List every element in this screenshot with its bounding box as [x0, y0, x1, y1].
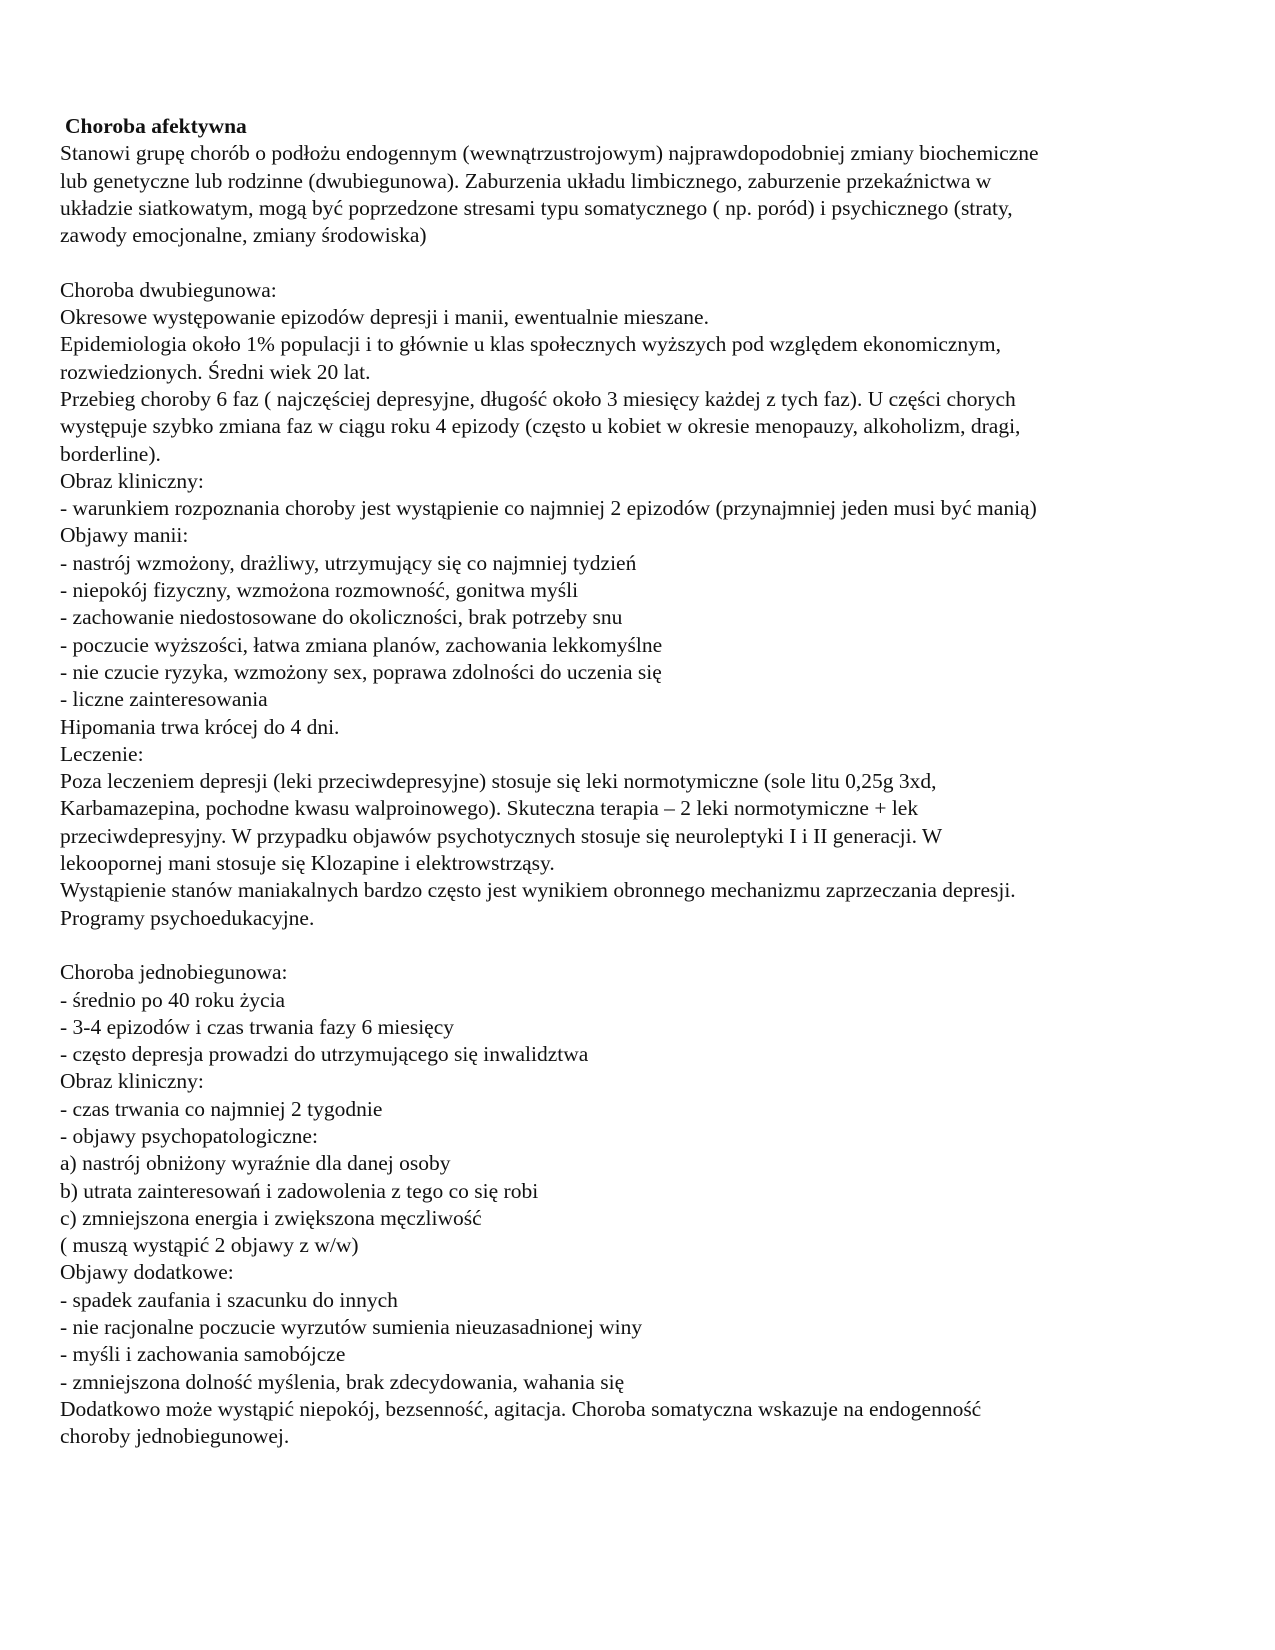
list-item: - nie czucie ryzyka, wzmożony sex, poprawa zdolności do uczenia się [60, 659, 662, 684]
text-line: Stanowi grupę chorób o podłożu endogennym (wewnątrzustrojowym) najprawdopodobniej zmiany biochemiczne [60, 141, 1039, 166]
document-title: Choroba afektywna [65, 114, 247, 138]
list-item: - zmniejszona dolność myślenia, brak zdecydowania, wahania się [60, 1369, 625, 1394]
list-item: - często depresja prowadzi do utrzymującego się inwalidztwa [60, 1042, 589, 1067]
text-line: lub genetyczne lub rodzinne (dwubiegunowa). Zaburzenia układu limbicznego, zaburzenie przekaźnictwa w [60, 168, 992, 193]
text-line: borderline). [60, 441, 161, 466]
list-item: - spadek zaufania i szacunku do innych [60, 1287, 398, 1312]
text-line: przeciwdepresyjny. W przypadku objawów psychotycznych stosuje się neuroleptyki I i II generacji. W [60, 823, 943, 848]
list-item: - warunkiem rozpoznania choroby jest wystąpienie co najmniej 2 epizodów (przynajmniej jeden musi być manią) [60, 496, 1037, 521]
list-item: c) zmniejszona energia i zwiększona męczliwość [60, 1205, 482, 1230]
list-item: - myśli i zachowania samobójcze [60, 1342, 346, 1367]
list-item: - nastrój wzmożony, drażliwy, utrzymujący się co najmniej tydzień [60, 550, 637, 575]
text-line: rozwiedzionych. Średni wiek 20 lat. [60, 359, 371, 384]
list-item: b) utrata zainteresowań i zadowolenia z tego co się robi [60, 1178, 539, 1203]
intro-paragraph [60, 140, 1220, 249]
text-line: Epidemiologia około 1% populacji i to głównie u klas społecznych wyższych pod względem ekonomicznym, [60, 332, 1002, 357]
list-item: - niepokój fizyczny, wzmożona rozmowność, gonitwa myśli [60, 578, 579, 603]
subheading: Obraz kliniczny: [60, 468, 204, 493]
text-line: Hipomania trwa krócej do 4 dni. [60, 714, 340, 739]
text-line: zawody emocjonalne, zmiany środowiska) [60, 223, 427, 248]
list-item: a) nastrój obniżony wyraźnie dla danej osoby [60, 1151, 451, 1176]
text-line: Okresowe występowanie epizodów depresji i manii, ewentualnie mieszane. [60, 305, 709, 330]
list-item: - zachowanie niedostosowane do okoliczności, brak potrzeby snu [60, 605, 623, 630]
document-page [60, 113, 1220, 1451]
blank-line [60, 932, 1220, 959]
section-heading: Choroba jednobiegunowa: [60, 960, 288, 985]
list-item: - liczne zainteresowania [60, 687, 268, 712]
list-item: - średnio po 40 roku życia [60, 987, 286, 1012]
list-item: - poczucie wyższości, łatwa zmiana planów, zachowania lekkomyślne [60, 632, 663, 657]
subheading: Obraz kliniczny: [60, 1069, 204, 1094]
text-line: układzie siatkowatym, mogą być poprzedzone stresami typu somatycznego ( np. poród) i psychicznego (straty, [60, 195, 1013, 220]
list-item: - czas trwania co najmniej 2 tygodnie [60, 1096, 383, 1121]
section-heading: Choroba dwubiegunowa: [60, 277, 277, 302]
text-line: lekoopornej mani stosuje się Klozapine i elektrowstrząsy. [60, 851, 555, 876]
text-line: Poza leczeniem depresji (leki przeciwdepresyjne) stosuje się leki normotymiczne (sole litu 0,25g 3xd, [60, 769, 937, 794]
text-line: występuje szybko zmiana faz w ciągu roku 4 epizody (często u kobiet w okresie menopauzy, alkoholizm, dragi, [60, 414, 1021, 439]
list-item: - 3-4 epizodów i czas trwania fazy 6 miesięcy [60, 1014, 455, 1039]
text-line: ( muszą wystąpić 2 objawy z w/w) [60, 1233, 359, 1258]
list-item: - objawy psychopatologiczne: [60, 1123, 318, 1148]
text-line: Karbamazepina, pochodne kwasu walproinowego). Skuteczna terapia – 2 leki normotymiczne + lek [60, 796, 919, 821]
list-item: - nie racjonalne poczucie wyrzutów sumienia nieuzasadnionej winy [60, 1315, 643, 1340]
subheading: Leczenie: [60, 741, 144, 766]
bipolar-section [60, 277, 1220, 932]
subheading: Objawy dodatkowe: [60, 1260, 234, 1285]
unipolar-section [60, 959, 1220, 1450]
blank-line [60, 249, 1220, 276]
text-line: Przebieg choroby 6 faz ( najczęściej depresyjne, długość około 3 miesięcy każdej z tych faz). U części chorych [60, 386, 1016, 411]
text-line: choroby jednobiegunowej. [60, 1424, 290, 1449]
subheading: Objawy manii: [60, 523, 189, 548]
text-line: Wystąpienie stanów maniakalnych bardzo często jest wynikiem obronnego mechanizmu zaprzeczania depresji. [60, 878, 1016, 903]
text-line: Dodatkowo może wystąpić niepokój, bezsenność, agitacja. Choroba somatyczna wskazuje na endogenność [60, 1396, 982, 1421]
text-line: Programy psychoedukacyjne. [60, 905, 315, 930]
